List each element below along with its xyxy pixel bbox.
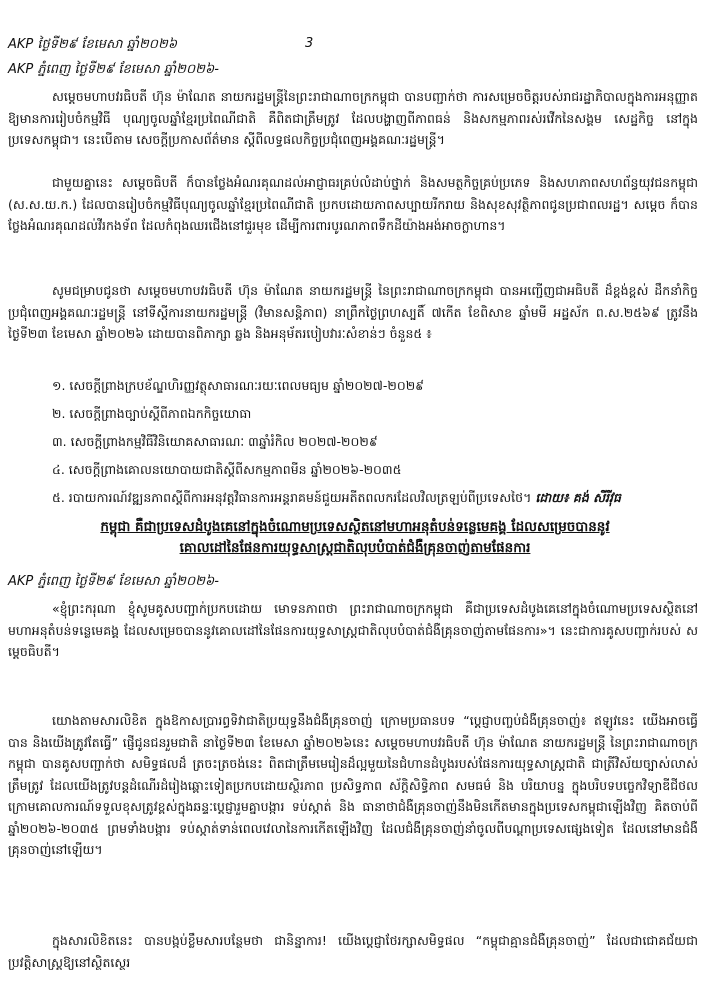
article2-paragraph-1: «ខ្ញុំព្រះករុណា ខ្ញុំសូមគូសបញ្ជាក់ប្រកបដោយ មោទនភាពថា ព្រះរាជាណាចក្រកម្ពុជា គឺជាប្រទេសដំបូងគេនៅក្នុងចំណោមប្រទេសស្ថិតនៅមហាអនុតំបន់ទន្លេមេគង្គ ដែលសម្រេចបាននូវគោលដៅនៃផែនការយុទ្ធសាស្ត្រជាតិលុបបំបាត់ជំងឺគ្រុនចាញ់តាមផែនការ»។ នេះជាការគូសបញ្ជាក់របស់ សម្តេចធិបតី។ xyxy=(8,601,698,659)
page-header-source: AKP ថ្ងៃទី២៩ ខែមេសា ឆ្នាំ២០២៦ xyxy=(8,37,178,52)
page-number: 3 xyxy=(305,36,314,51)
article2-headline-line-1: កម្ពុជា គឺជាប្រទេសដំបូងគេនៅក្នុងចំណោមប្រទេសស្ថិតនៅមហាអនុតំបន់ទន្លេមេគង្គ ដែលសម្រេចបាននូវ xyxy=(100,519,610,535)
agenda-item-3: ៣. សេចក្តីព្រាងកម្មវិធីវិនិយោគសាធារណៈ ៣ឆ្នាំរំកិល ២០២៧-២០២៩ xyxy=(52,434,378,449)
article1-paragraph-2: ជាមួយគ្នានេះ សម្តេចធិបតី ក៏បានថ្លែងអំណរគុណដល់អាជ្ញាធរគ្រប់លំដាប់ថ្នាក់ និងសមត្ថកិច្ចគ្រប់ប្រភេទ និងសហភាពសហព័ន្ធយុវជនកម្ពុជា (ស.ស.យ.ក.) ដែលបានរៀបចំកម្មវិធីបុណ្យចូលឆ្នាំខ្មែរប្រពៃណីជាតិ ប្រកបដោយភាពសប្បាយរីករាយ និងសុខសុវត្ថិភាពជូនប្រជាពលរដ្ឋ។ សម្តេច ក៏បានថ្លែងអំណរគុណដល់វីរកងទ័ព ដែលកំពុងឈរជើងនៅជួរមុខ ដើម្បីការពារបូរណភាពទឹកដីយ៉ាងអង់អាចក្លាហាន។ xyxy=(8,175,698,233)
agenda-item-4: ៤. សេចក្តីព្រាងគោលនយោបាយជាតិស្តីពីសកម្មភាពមីន ឆ្នាំ២០២៦-២០៣៥ xyxy=(52,462,402,477)
article1-dateline: AKP ភ្នំពេញ ថ្ងៃទី២៩ ខែមេសា ឆ្នាំ២០២៦- xyxy=(8,62,219,77)
article1-paragraph-3: សូមជម្រាបជូនថា សម្តេចមហាបវរធិបតី ហ៊ុន ម៉ាណែត នាយករដ្ឋមន្ត្រី នៃព្រះរាជាណាចក្រកម្ពុជា បានអញ្ជើញជាអធិបតី ដ៏ខ្ពង់ខ្ពស់ ដឹកនាំកិច្ចប្រជុំពេញអង្គគណៈរដ្ឋមន្ត្រី នៅទីស្តីការនាយករដ្ឋមន្ត្រី (វិមានសន្តិភាព) នាព្រឹកថ្ងៃព្រហស្បតិ៍ ៧កើត ខែពិសាខ ឆ្នាំមមី អដ្ឋស័ក ព.ស.២៥៦៩ ត្រូវនឹងថ្ងៃទី២៣ ខែមេសា ឆ្នាំ២០២៦ ដោយបានពិភាក្សា ឆ្លង និងអនុម័តរបៀបវារៈសំខាន់ៗ ចំនួន៥ ៖ xyxy=(8,283,698,341)
article2-paragraph-3: ក្នុងសារលិខិតនេះ បានបង្កប់ខ្លឹមសារបន្ថែមថា ជានិន្នាការ! យើងប្តេជ្ញាថែរក្សាសមិទ្ធផល “កម្ពុជាគ្មានជំងឺគ្រុនចាញ់” ដែលជាជោគជ័យជាប្រវត្តិសាស្ត្រឱ្យនៅស្ថិតស្ថេរ xyxy=(8,933,698,970)
article1-paragraph-1: សម្តេចមហាបវរធិបតី ហ៊ុន ម៉ាណែត នាយករដ្ឋមន្ត្រីនៃព្រះរាជាណាចក្រកម្ពុជា បានបញ្ជាក់ថា ការសម្រេចចិត្តរបស់រាជរដ្ឋាភិបាលក្នុងការអនុញ្ញាតឱ្យមានការរៀបចំកម្មវិធី បុណ្យចូលឆ្នាំខ្មែរប្រពៃណីជាតិ គឺពិតជាត្រឹមត្រូវ ដែលបង្ហាញពីភាពធន់ និងសកម្មភាពរស់រវើកនៃសង្គម សេដ្ឋកិច្ច នៅក្នុងប្រទេសកម្ពុជា។ នេះបើតាម សេចក្តីប្រកាសព័ត៌មាន ស្តីពីលទ្ធផលកិច្ចប្រជុំពេញអង្គគណៈរដ្ឋមន្ត្រី។ xyxy=(8,89,698,147)
article2-headline-line-2: គោលដៅនៃផែនការយុទ្ធសាស្ត្រជាតិលុបបំបាត់ជំងឺគ្រុនចាញ់តាមផែនការ xyxy=(179,540,531,556)
agenda-item-5-text: ៥. របាយការណ៍វឌ្ឍនភាពស្តីពីការអនុវត្តវិធានការអន្តរាគមន៍ជួយអតីតពលករដែលវិលត្រឡប់ពីប្រទេសថៃ។ xyxy=(52,490,532,505)
agenda-item-5 xyxy=(52,487,702,508)
article2-dateline: AKP ភ្នំពេញ ថ្ងៃទី២៩ ខែមេសា ឆ្នាំ២០២៦- xyxy=(8,574,219,589)
article2-paragraph-2: យោងតាមសារលិខិត ក្នុងឱកាសប្រារព្ធទិវាជាតិប្រយុទ្ធនឹងជំងឺគ្រុនចាញ់ ក្រោមប្រធានបទ “ប្តេជ្ញាបញ្ចប់ជំងឺគ្រុនចាញ់៖ ឥឡូវនេះ យើងអាចធ្វើបាន និងយើងត្រូវតែធ្វើ” ផ្ញើជូនជនរួមជាតិ នាថ្ងៃទី២៣ ខែមេសា ឆ្នាំ២០២៦នេះ សម្តេចមហាបវរធិបតី ហ៊ុន ម៉ាណែត នាយករដ្ឋមន្ត្រី នៃព្រះរាជាណាចក្រកម្ពុជា បានគូសបញ្ជាក់ថា សមិទ្ធផលដ៏ ត្រចះត្រចង់នេះ ពិតជាត្រឹមមេរៀនដ៏ល្អមួយនៃជំហានដំបូងរបស់ផែនការយុទ្ធសាស្ត្រជាតិ ជាត្រីវិស័យច្បាស់លាស់ ត្រឹមត្រូវ ដែលយើងត្រូវបន្តដំណើរដំរៀងឆ្ពោះទៀតប្រកបដោយស្ថិរភាព ប្រសិទ្ធភាព ស័ក្តិសិទ្ធិភាព សមធម៌ និង បរិយាបន្ន ក្នុងបរិបទបច្ចេកវិទ្យាឌីជីថល ក្រោមគោលការណ៍ទទួលខុសត្រូវខ្ពស់ក្នុងឆន្ទៈប្តេជ្ញារួមគ្នាបង្ការ ទប់ស្កាត់ និង ធានាថាជំងឺគ្រុនចាញ់នឹងមិនកើតមានក្នុងប្រទេសកម្ពុជាឡើងវិញ គិតចាប់ពីឆ្នាំ២០២៦-២០៣៥ ព្រមទាំងបង្ការ ទប់ស្កាត់ទាន់ពេលវេលានៃការកើតឡើងវិញ ដែលជំងឺគ្រុនចាញ់នាំចូលពីបណ្តាប្រទេសផ្សេងទៀត ដែលនៅមានជំងឺគ្រុនចាញ់នៅឡើយ។ xyxy=(8,713,698,857)
article1-byline: ដោយ៖ គង់ សីរីវុធ xyxy=(535,490,621,505)
agenda-item-1: ១. សេចក្តីព្រាងក្របខ័ណ្ឌហិរញ្ញវត្ថុសាធារណៈរយៈពេលមធ្យម ឆ្នាំ២០២៧-២០២៩ xyxy=(52,378,425,393)
agenda-item-2: ២. សេចក្តីព្រាងច្បាប់ស្តីពីភាពឯកកិច្ចយោធា xyxy=(52,406,252,421)
article2-headline xyxy=(6,517,704,559)
